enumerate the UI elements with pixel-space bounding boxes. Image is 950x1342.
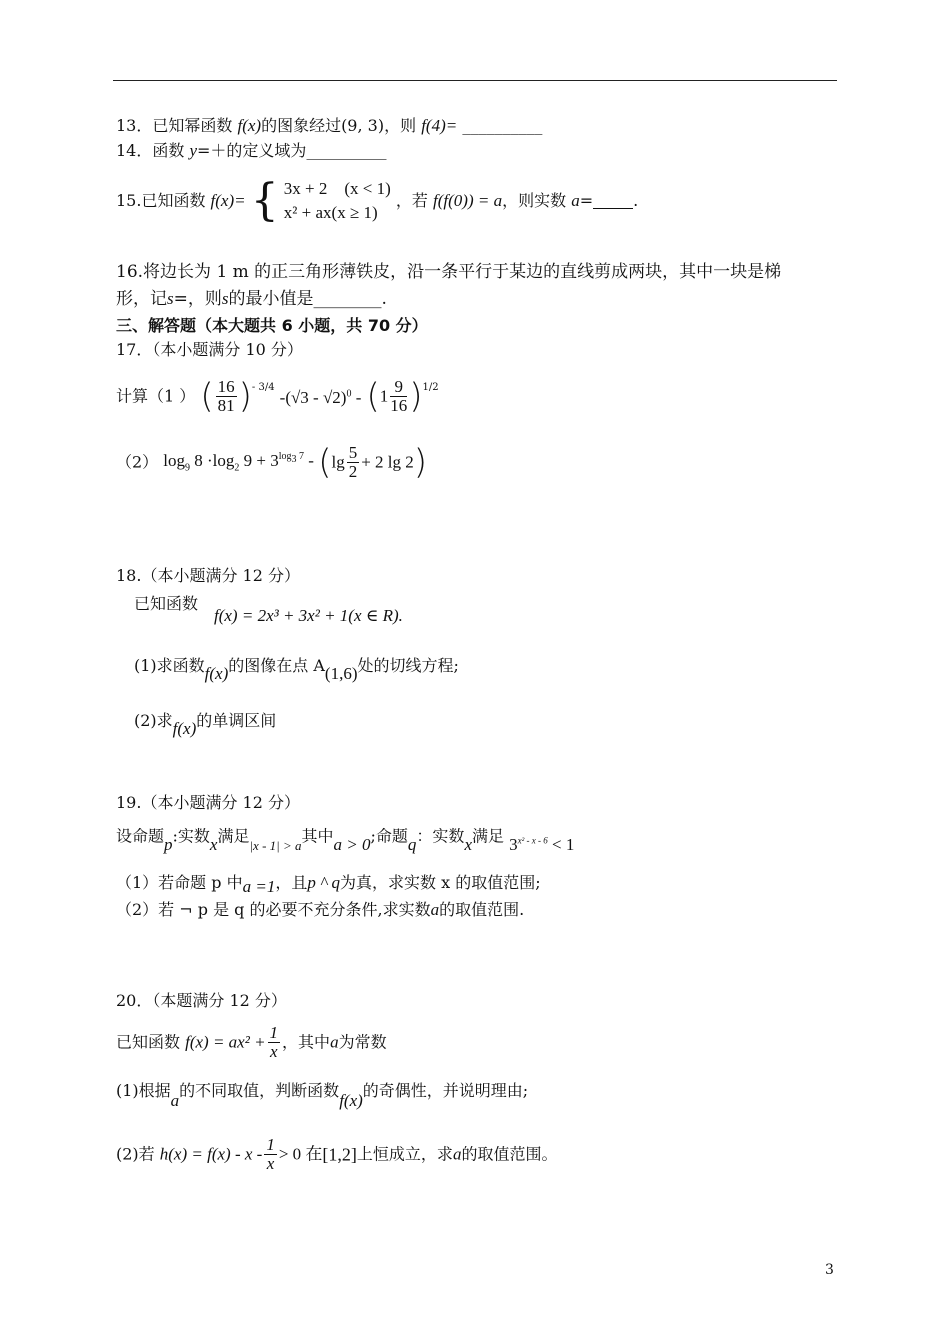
q17-log2: 8 ·log (194, 450, 235, 470)
q16-line2b: =，则 (173, 289, 222, 309)
q19-l1d: 其中 (301, 826, 334, 846)
q16-line2c: 的最小值是________. (228, 289, 387, 309)
q19-l1a: 设命题 (116, 826, 165, 846)
q17-frac1-den: 81 (217, 396, 235, 415)
q20-l3a: (2)若 (116, 1144, 155, 1164)
q16-line1: 16.将边长为 1 m 的正三角形薄铁皮，沿一条平行于某边的直线剪成两块，其中一块是梯 (116, 262, 782, 282)
q17-int: 1 (379, 386, 389, 406)
q19-l3a: a (430, 900, 440, 919)
q17-mid: -(√3 - √2) (279, 388, 347, 408)
question-13 (116, 116, 542, 136)
question-18-given (134, 594, 198, 614)
q17-tail: + 2 lg 2 (361, 452, 414, 472)
q15-end: . (633, 191, 639, 210)
q20-frac2 (264, 1136, 277, 1173)
question-17-part2 (116, 444, 427, 481)
q18-p1c: 处的切线方程; (357, 656, 459, 675)
question-19-head (116, 793, 300, 813)
q17-paren3-l: ( (318, 442, 332, 483)
question-16-line1 (116, 262, 781, 282)
q20-head: 20．（本题满分 12 分） (116, 991, 287, 1010)
q17-frac2 (390, 378, 407, 415)
q18-p2b: 的单调区间 (196, 711, 277, 730)
q16-s1: s (167, 289, 174, 308)
q20-l3int: [1,2] (322, 1144, 357, 1165)
question-17-part1 (116, 378, 439, 415)
q20-l3h: h(x) = f(x) - x - (159, 1144, 263, 1164)
section-3-heading (116, 316, 428, 336)
q19-l3b: 的取值范围. (439, 900, 525, 919)
question-20-line1 (116, 1024, 387, 1061)
q19-l2c: 为真，求实数 x 的取值范围; (340, 873, 541, 892)
q15-then: ，则实数 (502, 191, 567, 210)
q17-p2-label: （2） (116, 452, 159, 472)
q13-mid: 的图象经过(9, 3)，则 (261, 116, 417, 135)
q15-cond2: (x ≥ 1) (331, 203, 378, 222)
q18-p1-fx: f(x) (204, 664, 229, 683)
q17-log2-base: 2 (234, 462, 240, 474)
q14-rest: =＋的定义域为 (197, 141, 307, 160)
question-20-head (116, 991, 287, 1011)
q13-text: 13．已知幂函数 (116, 116, 233, 135)
q16-line2a: 形，记 (116, 289, 167, 309)
q20-frac1 (268, 1024, 281, 1061)
question-16-line2 (116, 289, 387, 309)
q20-frac1-den: x (270, 1042, 278, 1061)
question-17-head (116, 340, 303, 360)
q19-l1b: :实数 (172, 826, 210, 846)
q17-lg: lg (331, 452, 345, 472)
q20-frac1-num: 1 (269, 1023, 279, 1042)
q20-l1a: 已知函数 (116, 1032, 181, 1052)
q18-p2a: (2)求 (134, 711, 173, 730)
q18-p1-pt: (1,6) (324, 664, 358, 683)
q17-pow: 9 + 3 (243, 450, 279, 470)
q18-p1b: 的图像在点 A (228, 656, 325, 675)
q13-blank: __________ (462, 116, 543, 135)
q18-p1a: (1)求函数 (134, 656, 205, 675)
page-number: 3 (825, 1262, 834, 1278)
question-19-line3 (116, 900, 524, 920)
q19-q: q (407, 834, 417, 854)
q15-fx: f(x)= (210, 191, 246, 210)
q16-s2: s (221, 289, 229, 308)
question-18-func (214, 606, 403, 626)
question-20-line3 (116, 1136, 557, 1173)
q15-cases (284, 177, 391, 225)
q13-f4: f(4)= (421, 116, 458, 135)
q20-l1a2: a (330, 1032, 339, 1052)
q20-l2c: 的奇偶性，并说明理由; (362, 1081, 529, 1100)
q17-log1: log (163, 450, 186, 470)
question-19-line1 (116, 822, 575, 854)
question-20-line2 (116, 1081, 529, 1110)
q20-l1c: 为常数 (338, 1032, 387, 1052)
q20-l2fx: f(x) (339, 1091, 363, 1110)
header-rule (113, 80, 837, 81)
q19-x2: x (464, 834, 472, 854)
q15-brace: { (250, 175, 279, 226)
q15-case2: x² + ax (283, 203, 332, 222)
q19-ineq2-base: 3 (509, 834, 518, 854)
q19-l2a: a =1 (242, 877, 276, 896)
q20-frac2-num: 1 (266, 1135, 275, 1154)
q17-paren3-r: ) (413, 442, 428, 483)
q17-minus: - (355, 388, 362, 408)
q17-log1-base: 9 (185, 462, 191, 474)
question-18-head (116, 566, 300, 586)
q14-y: y (189, 141, 198, 160)
q18-head: 18.（本小题满分 12 分） (116, 566, 300, 585)
q17-exp1: - 3/4 (251, 382, 275, 393)
q14-blank: __________ (306, 141, 387, 160)
q18-given: 已知函数 (134, 594, 199, 613)
q15-cond1: (x < 1) (344, 179, 391, 198)
q17-pow-exp-arg: 7 (299, 450, 305, 462)
q17-frac2-den: 16 (390, 396, 408, 415)
q18-func: f(x) = 2x³ + 3x² + 1(x ∈ R). (214, 606, 403, 625)
q19-head: 19.（本小题满分 12 分） (116, 793, 300, 812)
q19-l1e: ;命题 (370, 826, 408, 846)
q15-cond: f(f(0)) = a (433, 191, 503, 210)
q19-l1f: ：实数 (416, 826, 465, 846)
q19-apos: a > 0 (333, 834, 371, 854)
q19-p: p (164, 834, 173, 854)
q20-l3b: > 0 在 (278, 1144, 323, 1164)
q19-ineq1: |x - 1| > a (249, 837, 302, 853)
q20-l3d: 的取值范围。 (461, 1144, 558, 1164)
q15-a: a (571, 191, 580, 210)
q19-l1c: 满足 (217, 826, 250, 846)
q17-exp2: 1/2 (422, 382, 439, 393)
q19-ineq2-rest: < 1 (552, 834, 575, 854)
q17-frac3-num: 5 (348, 443, 358, 462)
q19-l1g: 满足 (471, 826, 504, 846)
q15-case1: 3x + 2 (283, 179, 328, 198)
q15-ruo: ，若 (395, 191, 428, 210)
q19-l2pq: p ^ q (307, 873, 341, 892)
q20-l2b: 的不同取值，判断函数 (179, 1081, 340, 1100)
question-18-part2 (134, 711, 277, 738)
q14-text: 14．函数 (116, 141, 185, 160)
q20-l1b: ，其中 (282, 1032, 331, 1052)
q20-l2a: (1)根据 (116, 1081, 171, 1100)
q20-l1f: f(x) = ax² + (185, 1032, 266, 1052)
q15-blank (593, 194, 633, 209)
q19-ineq2-exp: x² - x - 6 (517, 835, 548, 845)
q17-minus2: - (308, 450, 314, 470)
q17-paren-l: ( (200, 376, 214, 417)
q17-frac3 (347, 444, 360, 481)
q17-frac1 (216, 378, 237, 415)
q17-paren2-l: ( (366, 376, 380, 417)
q20-l3c: 上恒成立，求 (356, 1144, 453, 1164)
q17-calc: 计算（1 ） (116, 386, 196, 406)
question-15 (116, 177, 638, 225)
question-14 (116, 141, 386, 161)
q17-head: 17．（本小题满分 10 分） (116, 340, 303, 359)
question-19-line2 (116, 873, 541, 896)
q20-frac2-den: x (266, 1154, 275, 1173)
q17-frac3-den: 2 (348, 462, 358, 481)
q17-mid-exp: 0 (346, 388, 352, 400)
q19-l3: （2）若 ¬ p 是 q 的必要不充分条件,求实数 (116, 900, 431, 919)
q17-paren2-r: ) (409, 376, 423, 417)
q15-text: 15.已知函数 (116, 191, 206, 210)
q18-p2-fx: f(x) (172, 719, 197, 738)
q17-pow-exp-base: 3 (291, 453, 297, 465)
q17-paren-r: ) (238, 376, 252, 417)
section3-text: 三、解答题（本大题共 6 小题，共 70 分） (116, 316, 428, 335)
q17-frac1-num: 16 (217, 377, 235, 396)
q17-pow-exp: log (278, 450, 292, 462)
q20-l2var: a (170, 1091, 180, 1110)
q19-l2: （1）若命题 p 中 (116, 873, 243, 892)
q19-x1: x (209, 834, 218, 854)
question-18-part1 (134, 656, 459, 683)
q20-l3var: a (452, 1144, 462, 1164)
q15-eq: = (579, 191, 594, 210)
q13-fx: f(x) (237, 116, 262, 135)
q17-frac2-num: 9 (390, 378, 407, 397)
q19-l2b: ，且 (275, 873, 308, 892)
